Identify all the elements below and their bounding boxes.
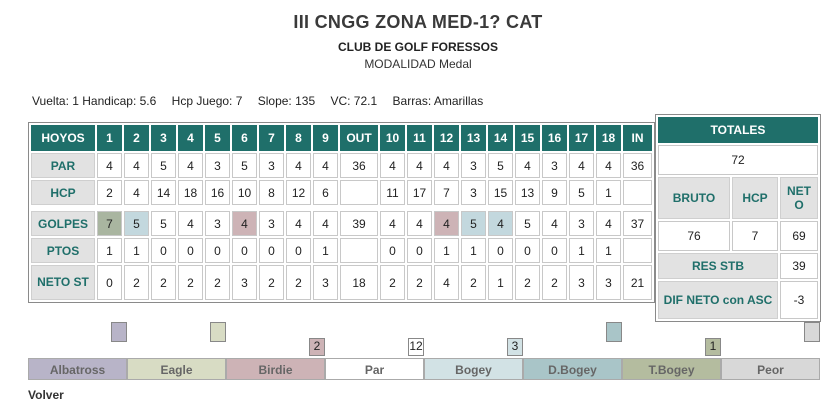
row-label: NETO ST [31,265,95,300]
score-cell: 36 [623,153,652,178]
scorecard-header-row [31,125,652,151]
legend-dbogey: D.Bogey [523,358,622,380]
neto-label: NET O [780,177,818,219]
score-cell: 9 [542,180,567,205]
score-cell: 2 [461,265,486,300]
hole-header: 7 [259,125,284,151]
score-cell: 4 [407,211,432,236]
totals-table [655,114,821,322]
par-total: 72 [658,145,818,175]
dif-neto-label: DIF NETO con ASC [658,281,778,319]
score-cell: 4 [313,153,338,178]
legend-bogey: Bogey [424,358,523,380]
legend-peor: Peor [721,358,820,380]
vc: VC: 72.1 [330,94,378,108]
legend-par: Par [325,358,424,380]
dif-neto-value: -3 [780,281,818,319]
score-cell: 4 [124,153,149,178]
score-cell: 39 [340,211,378,236]
score-cell: 1 [313,238,338,263]
hoyos-header: HOYOS [31,125,95,151]
score-cell: 5 [488,153,513,178]
score-cell: 3 [596,265,621,300]
score-cell: 1 [124,238,149,263]
score-cell: 5 [232,153,257,178]
hole-header: OUT [340,125,378,151]
hole-header: IN [623,125,652,151]
score-cell: 0 [488,238,513,263]
score-cell: 0 [151,238,176,263]
score-cell: 0 [407,238,432,263]
score-cell: 1 [461,238,486,263]
score-cell: 3 [232,265,257,300]
hole-header: 5 [205,125,230,151]
hole-header: 16 [542,125,567,151]
hole-header: 4 [178,125,203,151]
score-cell: 4 [286,211,311,236]
hole-header: 17 [569,125,594,151]
row-label: PTOS [31,238,95,263]
score-cell: 0 [286,238,311,263]
modalidad: MODALIDAD Medal [364,57,472,71]
score-cell: 3 [259,153,284,178]
page-title: III CNGG ZONA MED-1? CAT [293,12,543,32]
score-cell: 18 [178,180,203,205]
score-cell: 0 [515,238,540,263]
score-cell: 7 [434,180,459,205]
score-cell: 4 [232,211,257,236]
res-stb-label: RES STB [658,253,778,279]
volver-link[interactable]: Volver [28,388,64,402]
hole-header: 1 [97,125,122,151]
score-cell: 2 [151,265,176,300]
hcp-label: HCP [732,177,778,219]
legend-count: 3 [507,338,523,356]
score-cell: 2 [286,265,311,300]
score-cell: 6 [313,180,338,205]
score-cell: 13 [515,180,540,205]
row-label: PAR [31,153,95,178]
legend-count [606,322,622,342]
score-cell: 2 [259,265,284,300]
score-cell: 0 [380,238,405,263]
score-cell: 2 [542,265,567,300]
hole-header: 12 [434,125,459,151]
score-cell: 2 [380,265,405,300]
score-cell: 1 [97,238,122,263]
legend-count [210,322,226,342]
score-cell: 5 [515,211,540,236]
hcp-juego: Hcp Juego: 7 [171,94,243,108]
legend-eagle: Eagle [127,358,226,380]
barras: Barras: Amarillas [392,94,484,108]
score-cell [340,180,378,205]
score-cell: 5 [569,180,594,205]
hole-header: 2 [124,125,149,151]
neto-value: 69 [780,221,818,251]
score-cell: 8 [259,180,284,205]
legend-count: 12 [408,338,424,356]
score-cell: 4 [488,211,513,236]
score-cell: 4 [313,211,338,236]
score-cell: 21 [623,265,652,300]
round-info [32,94,483,108]
hole-header: 10 [380,125,405,151]
score-cell [623,180,652,205]
hole-header: 18 [596,125,621,151]
legend-count [804,322,820,342]
club-name: CLUB DE GOLF FORESSOS [337,40,498,54]
score-cell: 1 [569,238,594,263]
hole-header: 15 [515,125,540,151]
score-cell: 0 [542,238,567,263]
score-cell: 37 [623,211,652,236]
score-cell: 2 [178,265,203,300]
legend-birdie: Birdie [226,358,325,380]
legend-count: 2 [309,338,325,356]
score-cell: 1 [434,238,459,263]
score-cell: 17 [407,180,432,205]
score-cell: 0 [259,238,284,263]
hole-header: 14 [488,125,513,151]
score-cell: 5 [461,211,486,236]
score-cell: 3 [313,265,338,300]
score-cell: 18 [340,265,378,300]
hole-header: 8 [286,125,311,151]
score-cell: 10 [232,180,257,205]
score-cell: 4 [434,265,459,300]
score-row-golpes [31,211,652,236]
score-cell: 3 [461,153,486,178]
score-cell: 2 [407,265,432,300]
score-cell: 12 [286,180,311,205]
score-cell: 4 [124,180,149,205]
score-cell: 3 [569,265,594,300]
score-cell: 4 [569,153,594,178]
score-cell [623,238,652,263]
score-row-neto-st [31,265,652,300]
score-cell: 0 [205,238,230,263]
score-cell: 2 [515,265,540,300]
score-cell: 2 [97,180,122,205]
scorecard-table [28,122,655,303]
score-cell: 4 [515,153,540,178]
score-cell: 1 [596,180,621,205]
score-cell: 0 [97,265,122,300]
score-cell: 15 [488,180,513,205]
hcp-value: 7 [732,221,778,251]
score-row-par [31,153,652,178]
score-cell: 14 [151,180,176,205]
score-cell: 5 [124,211,149,236]
legend-count: 1 [705,338,721,356]
score-cell: 16 [205,180,230,205]
score-cell: 4 [596,153,621,178]
score-cell: 3 [542,153,567,178]
score-cell: 0 [232,238,257,263]
hole-header: 6 [232,125,257,151]
handicap: Handicap: 5.6 [82,94,157,108]
row-label: HCP [31,180,95,205]
score-cell: 4 [542,211,567,236]
score-cell: 4 [434,153,459,178]
hole-header: 11 [407,125,432,151]
score-cell: 4 [380,153,405,178]
score-cell: 11 [380,180,405,205]
score-row-ptos [31,238,652,263]
score-cell: 1 [596,238,621,263]
legend-tbogey: T.Bogey [622,358,721,380]
score-cell: 2 [124,265,149,300]
score-cell: 3 [205,153,230,178]
legend-count [111,322,127,342]
score-cell: 4 [596,211,621,236]
score-cell: 3 [569,211,594,236]
hole-header: 13 [461,125,486,151]
score-cell: 4 [178,211,203,236]
score-cell: 4 [97,153,122,178]
hole-header: 3 [151,125,176,151]
score-cell: 3 [259,211,284,236]
score-cell: 4 [407,153,432,178]
vuelta: Vuelta: 1 [32,94,79,108]
score-cell: 36 [340,153,378,178]
score-cell: 4 [286,153,311,178]
score-cell: 3 [205,211,230,236]
score-row-hcp [31,180,652,205]
totals-title: TOTALES [658,117,818,143]
score-cell: 5 [151,211,176,236]
score-cell: 0 [178,238,203,263]
score-cell: 4 [178,153,203,178]
hole-header: 9 [313,125,338,151]
row-label: GOLPES [31,211,95,236]
score-cell: 1 [488,265,513,300]
slope: Slope: 135 [257,94,316,108]
res-stb-value: 39 [780,253,818,279]
score-cell: 4 [380,211,405,236]
score-cell: 3 [461,180,486,205]
score-cell: 5 [151,153,176,178]
legend-bar [28,358,820,380]
score-cell: 4 [434,211,459,236]
score-cell [340,238,378,263]
score-legend [28,322,820,382]
legend-albatross: Albatross [28,358,127,380]
bruto-value: 76 [658,221,730,251]
score-cell: 2 [205,265,230,300]
score-cell: 7 [97,211,122,236]
bruto-label: BRUTO [658,177,730,219]
